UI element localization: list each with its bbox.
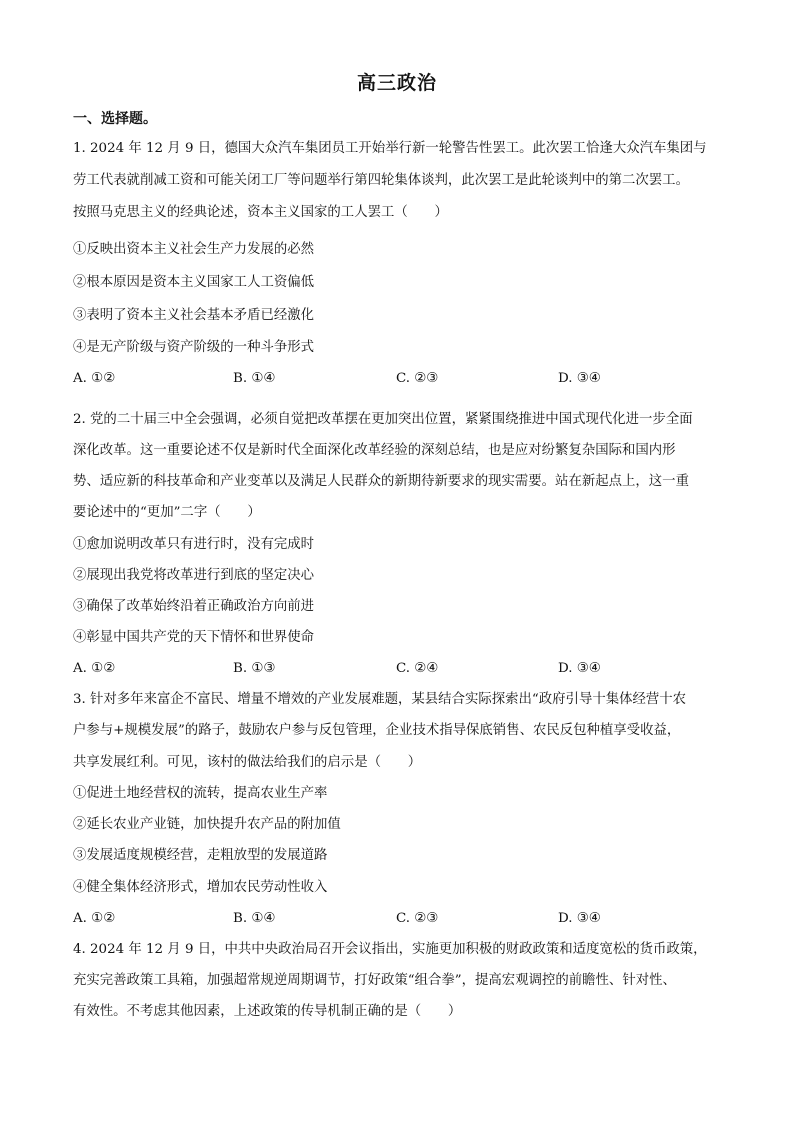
q3-option-b[interactable]: B. ①④ xyxy=(233,911,276,926)
q3-statement-3: ③发展适度规模经营，走粗放型的发展道路 xyxy=(73,848,328,863)
q2-statement-3: ③确保了改革始终沿着正确政治方向前进 xyxy=(73,599,315,614)
q3-option-d[interactable]: D. ③④ xyxy=(558,911,601,926)
q3-stem-line-1: 3. 针对多年来富企不富民、增量不增效的产业发展难题，某县结合实际探索出“政府引导十集体经营十农 xyxy=(73,692,687,707)
q3-statement-1: ①促进土地经营权的流转，提高农业生产率 xyxy=(73,786,328,801)
q3-stem-line-2: 户参与+规模发展”的路子，鼓励农户参与反包管理，企业技术指导保底销售、农民反包种植享受收益， xyxy=(73,723,681,738)
q2-option-b[interactable]: B. ①③ xyxy=(233,661,276,676)
q2-statement-1: ①愈加说明改革只有进行时，没有完成时 xyxy=(73,537,315,552)
q1-stem-line-2: 劳工代表就削减工资和可能关闭工厂等问题举行第四轮集体谈判，此次罢工是此轮谈判中的第二次罢工。 xyxy=(73,173,689,188)
q1-statement-3: ③表明了资本主义社会基本矛盾已经激化 xyxy=(73,308,315,323)
q1-option-a[interactable]: A. ①② xyxy=(73,371,116,386)
q2-statement-4: ④彰显中国共产党的天下情怀和世界使命 xyxy=(73,630,315,645)
q2-option-d[interactable]: D. ③④ xyxy=(558,661,601,676)
q1-option-d[interactable]: D. ③④ xyxy=(558,371,601,386)
q1-option-b[interactable]: B. ①④ xyxy=(233,371,276,386)
q2-stem-line-4: 要论述中的“更加”二字（ ） xyxy=(73,505,261,520)
q1-option-c[interactable]: C. ②③ xyxy=(396,371,439,386)
q2-stem-line-1: 2. 党的二十届三中全会强调，必须自觉把改革摆在更加突出位置，紧紧围绕推进中国式现代化进一步全面 xyxy=(73,412,693,427)
q1-stem-line-1: 1. 2024 年 12 月 9 日，德国大众汽车集团员工开始举行新一轮警告性罢工。此次罢工恰逢大众汽车集团与 xyxy=(73,141,707,156)
q2-stem-line-2: 深化改革。这一重要论述不仅是新时代全面深化改革经验的深刻总结，也是应对纷繁复杂国际和国内形 xyxy=(73,443,676,458)
q3-stem-line-3: 共享发展红利。可见，该村的做法给我们的启示是（ ） xyxy=(73,755,422,770)
q3-statement-4: ④健全集体经济形式，增加农民劳动性收入 xyxy=(73,880,328,895)
q3-statement-2: ②延长农业产业链，加快提升农产品的附加值 xyxy=(73,817,341,832)
q2-statement-2: ②展现出我党将改革进行到底的坚定决心 xyxy=(73,568,315,583)
q1-statement-1: ①反映出资本主义社会生产力发展的必然 xyxy=(73,242,315,257)
q1-statement-2: ②根本原因是资本主义国家工人工资偏低 xyxy=(73,275,315,290)
q4-stem-line-3: 有效性。不考虑其他因素，上述政策的传导机制正确的是（ ） xyxy=(73,1004,462,1019)
q2-option-a[interactable]: A. ①② xyxy=(73,661,116,676)
q3-option-a[interactable]: A. ①② xyxy=(73,911,116,926)
q2-option-c[interactable]: C. ②④ xyxy=(396,661,439,676)
page-title: 高三政治 xyxy=(356,72,437,94)
q4-stem-line-2: 充实完善政策工具箱，加强超常规逆周期调节，打好政策“组合拳”，提高宏观调控的前瞻性、针对性、 xyxy=(73,973,676,988)
q1-stem-line-3: 按照马克思主义的经典论述，资本主义国家的工人罢工（ ） xyxy=(73,205,448,220)
q2-stem-line-3: 势、适应新的科技革命和产业变革以及满足人民群众的新期待新要求的现实需要。站在新起点上，这一重 xyxy=(73,474,689,489)
q4-stem-line-1: 4. 2024 年 12 月 9 日，中共中央政治局召开会议指出，实施更加积极的财政政策和适度宽松的货币政策， xyxy=(73,942,707,957)
section-heading: 一、选择题。 xyxy=(73,111,157,127)
q1-statement-4: ④是无产阶级与资产阶级的一种斗争形式 xyxy=(73,340,315,355)
q3-option-c[interactable]: C. ②③ xyxy=(396,911,439,926)
